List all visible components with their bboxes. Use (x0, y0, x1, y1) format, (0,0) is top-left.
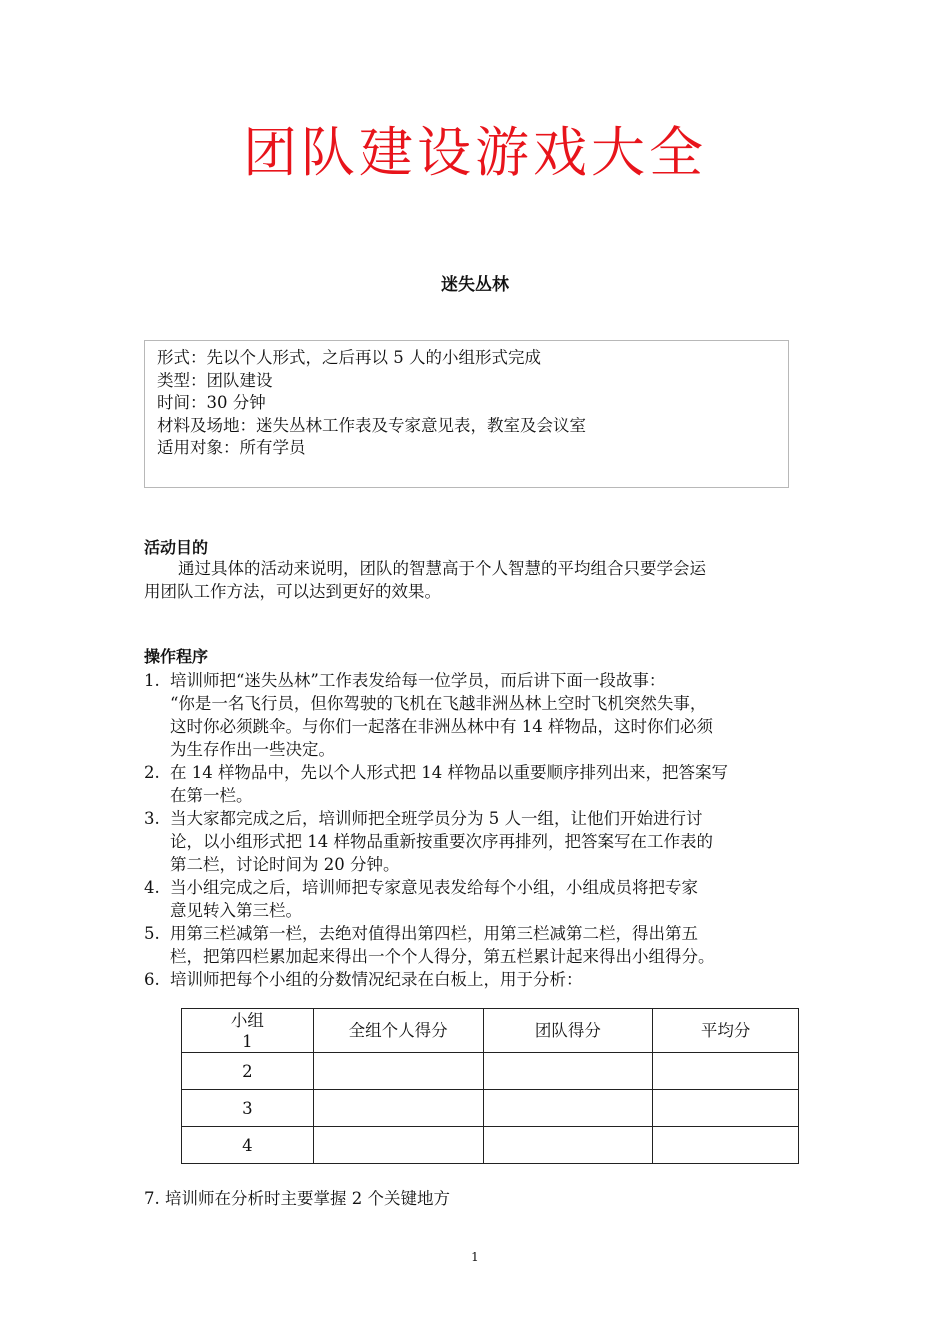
table-cell: 3 (182, 1090, 314, 1127)
info-materials: 材料及场地：迷失丛林工作表及专家意见表，教室及会议室 (157, 415, 586, 435)
info-audience: 适用对象：所有学员 (157, 438, 306, 457)
table-cell: 2 (182, 1053, 314, 1090)
table-cell (653, 1090, 799, 1127)
step-5 (144, 922, 814, 968)
table-row (182, 1053, 799, 1090)
table-cell (483, 1090, 653, 1127)
info-box (144, 340, 789, 488)
table-cell (313, 1127, 483, 1164)
step-7: 7. 培训师在分析时主要掌握 2 个关键地方 (144, 1189, 450, 1208)
step-line: 在第一栏。 (170, 786, 253, 805)
purpose-heading: 活动目的 (144, 538, 209, 557)
step-story (144, 692, 814, 761)
procedure-steps (144, 669, 814, 991)
step-line: 培训师把每个小组的分数情况纪录在白板上，用于分析： (170, 970, 583, 989)
header-cell: 平均分 (653, 1009, 799, 1053)
info-format: 形式：先以个人形式，之后再以 5 人的小组形式完成 (157, 348, 541, 367)
header-cell-group: 小组 1 (182, 1009, 314, 1053)
step-number: 6. (144, 970, 160, 989)
table-header-row (182, 1009, 799, 1053)
step-1 (144, 669, 814, 692)
step-line: 当大家都完成之后，培训师把全班学员分为 5 人一组，让他们开始进行讨 (170, 809, 703, 828)
step-line: 培训师把“迷失丛林”工作表发给每一位学员，而后讲下面一段故事： (170, 671, 666, 690)
step-line: 当小组完成之后，培训师把专家意见表发给每个小组，小组成员将把专家 (170, 878, 698, 897)
step-line: 用第三栏减第一栏，去绝对值得出第四栏，用第三栏减第二栏，得出第五 (170, 924, 698, 943)
info-type: 类型：团队建设 (157, 370, 273, 390)
step-number: 3. (144, 809, 160, 828)
page-number: 1 (471, 1250, 479, 1264)
step-line: 意见转入第三栏。 (170, 901, 302, 920)
step-4 (144, 876, 814, 922)
table-cell (483, 1053, 653, 1090)
score-table (181, 1008, 799, 1164)
table-cell (313, 1090, 483, 1127)
game-title: 迷失丛林 (441, 275, 509, 295)
table-cell: 4 (182, 1127, 314, 1164)
purpose-line-2: 用团队工作方法，可以达到更好的效果。 (144, 582, 441, 601)
step-line: 论，以小组形式把 14 样物品重新按重要次序再排列，把答案写在工作表的 (170, 832, 713, 851)
header-cell: 全组个人得分 (313, 1009, 483, 1053)
step-3 (144, 807, 814, 876)
step-number: 4. (144, 878, 160, 897)
step-line: 栏，把第四栏累加起来得出一个个人得分，第五栏累计起来得出小组得分。 (170, 947, 715, 966)
step-line: 在 14 样物品中，先以个人形式把 14 样物品以重要顺序排列出来，把答案写 (170, 763, 728, 782)
step-line: 第二栏，讨论时间为 20 分钟。 (170, 855, 400, 874)
step-line: “你是一名飞行员，但你驾驶的飞机在飞越非洲丛林上空时飞机突然失事， (170, 694, 707, 713)
step-6 (144, 968, 814, 991)
table-cell (653, 1053, 799, 1090)
step-number: 5. (144, 924, 160, 943)
step-line: 为生存作出一些决定。 (170, 740, 335, 759)
purpose-paragraph (144, 557, 809, 603)
procedure-heading: 操作程序 (144, 647, 209, 666)
step-number: 2. (144, 763, 160, 782)
step-line: 这时你必须跳伞。与你们一起落在非洲丛林中有 14 样物品，这时你们必须 (170, 717, 713, 736)
table-cell (483, 1127, 653, 1164)
step-number: 1. (144, 671, 160, 690)
info-time: 时间：30 分钟 (157, 393, 266, 412)
table-cell (653, 1127, 799, 1164)
purpose-line-1: 通过具体的活动来说明，团队的智慧高于个人智慧的平均组合只要学会运 (178, 559, 706, 578)
header-cell: 团队得分 (483, 1009, 653, 1053)
document-title: 团队建设游戏大全 (243, 121, 707, 184)
step-2 (144, 761, 814, 807)
table-row (182, 1127, 799, 1164)
table-row (182, 1090, 799, 1127)
table-cell (313, 1053, 483, 1090)
